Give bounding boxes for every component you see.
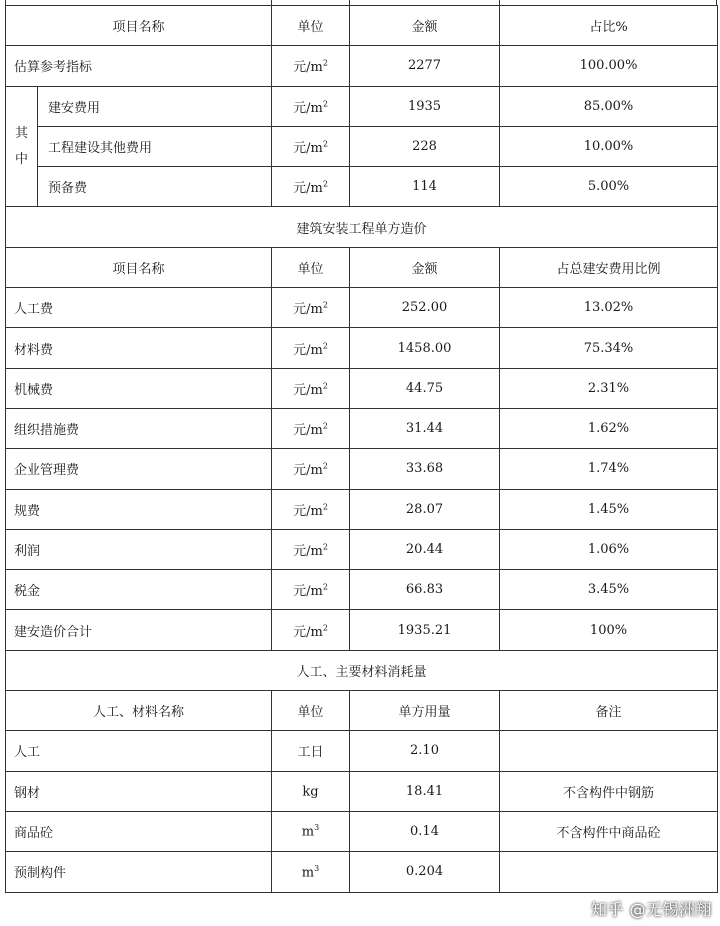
header-name: 人工、材料名称: [6, 691, 272, 731]
unit-text: 元/m: [293, 584, 323, 600]
unit-text: 工日: [297, 745, 324, 761]
row-amount: 1935: [350, 86, 500, 126]
unit-superscript: 2: [322, 341, 328, 351]
unit-text: 元/m: [293, 100, 323, 116]
table-row: [6, 368, 718, 408]
section-title: 人工、主要材料消耗量: [6, 650, 718, 690]
row-unit: [272, 570, 350, 610]
row-amount: 28.07: [350, 489, 500, 529]
row-name: 建安造价合计: [6, 610, 272, 650]
unit-text: m: [301, 824, 315, 840]
table-row: [6, 86, 718, 126]
row-amount: 228: [350, 126, 500, 166]
row-unit: [272, 328, 350, 368]
unit-text: m: [301, 865, 315, 881]
row-amount: 20.44: [350, 529, 500, 569]
row-ratio: 10.00%: [500, 126, 718, 166]
table-row: [6, 408, 718, 448]
section-title-row: [6, 650, 718, 690]
row-ratio: 1.06%: [500, 529, 718, 569]
table-row: [6, 731, 718, 771]
row-unit: [272, 852, 350, 892]
row-name: 钢材: [6, 771, 272, 811]
group-label-char: 其: [14, 125, 28, 141]
unit-superscript: 3: [314, 863, 320, 873]
row-name: 组织措施费: [6, 408, 272, 448]
table-header-row: [6, 691, 718, 731]
row-ratio: 1.74%: [500, 449, 718, 489]
unit-text: 元/m: [293, 60, 323, 76]
unit-superscript: 2: [322, 462, 328, 472]
row-name: 规费: [6, 489, 272, 529]
header-amount: 单方用量: [350, 691, 500, 731]
row-name: 机械费: [6, 368, 272, 408]
unit-text: 元/m: [293, 181, 323, 197]
table-row: [6, 852, 718, 892]
row-ratio: 75.34%: [500, 328, 718, 368]
unit-text: 元/m: [293, 544, 323, 559]
table-row: [6, 610, 718, 650]
unit-superscript: 2: [322, 300, 328, 310]
unit-superscript: 2: [322, 502, 328, 512]
row-name: 预备费: [38, 167, 272, 207]
row-name: 建安费用: [38, 86, 272, 126]
table-header-row: [6, 247, 718, 287]
table-row: [6, 811, 718, 851]
group-label: [6, 86, 38, 207]
row-unit: [272, 288, 350, 328]
table-row: [6, 328, 718, 368]
section-title: 建筑安装工程单方造价: [6, 207, 718, 247]
row-unit: [272, 126, 350, 166]
header-unit: 单位: [272, 691, 350, 731]
row-amount: 114: [350, 167, 500, 207]
unit-superscript: 2: [322, 139, 328, 149]
header-ratio: 备注: [500, 691, 718, 731]
table-row: [6, 126, 718, 166]
row-amount: 1458.00: [350, 328, 500, 368]
row-ratio: 5.00%: [500, 167, 718, 207]
row-name: 估算参考指标: [6, 46, 272, 86]
table-header-row: [6, 6, 718, 46]
row-name: 人工: [6, 731, 272, 771]
header-unit: 单位: [272, 6, 350, 46]
unit-text: 元/m: [293, 302, 323, 318]
row-ratio: 100%: [500, 610, 718, 650]
row-ratio: [500, 731, 718, 771]
row-unit: [272, 408, 350, 448]
table-row: [6, 449, 718, 489]
row-unit: [272, 86, 350, 126]
row-ratio: 13.02%: [500, 288, 718, 328]
unit-superscript: 2: [322, 99, 328, 109]
row-unit: [272, 46, 350, 86]
row-ratio: 2.31%: [500, 368, 718, 408]
table-row: [6, 771, 718, 811]
row-ratio: 85.00%: [500, 86, 718, 126]
unit-text: 元/m: [293, 503, 323, 519]
row-amount: 1935.21: [350, 610, 500, 650]
row-ratio: 1.45%: [500, 489, 718, 529]
row-unit: [272, 771, 350, 811]
row-unit: [272, 449, 350, 489]
header-amount: 金额: [350, 247, 500, 287]
table-row: [6, 288, 718, 328]
unit-superscript: 2: [322, 59, 328, 69]
header-ratio: 占比%: [500, 6, 718, 46]
unit-text: 元/m: [293, 342, 323, 358]
row-unit: [272, 529, 350, 569]
row-unit: [272, 610, 350, 650]
unit-superscript: 3: [314, 823, 320, 833]
row-ratio: 100.00%: [500, 46, 718, 86]
row-unit: [272, 731, 350, 771]
unit-superscript: 2: [322, 180, 328, 189]
row-amount: 0.14: [350, 811, 500, 851]
table-row: [6, 46, 718, 86]
row-unit: [272, 811, 350, 851]
unit-superscript: 2: [322, 381, 328, 391]
header-ratio: 占总建安费用比例: [500, 247, 718, 287]
unit-text: 元/m: [293, 624, 323, 640]
row-unit: [272, 368, 350, 408]
row-name: 预制构件: [6, 852, 272, 892]
row-amount: 44.75: [350, 368, 500, 408]
cost-estimate-table: [5, 5, 718, 893]
unit-text: 元/m: [293, 141, 323, 157]
row-name: 人工费: [6, 288, 272, 328]
row-name: 企业管理费: [6, 449, 272, 489]
row-ratio: 1.62%: [500, 408, 718, 448]
header-name: 项目名称: [6, 247, 272, 287]
row-amount: 66.83: [350, 570, 500, 610]
row-name: 商品砼: [6, 811, 272, 851]
row-amount: 0.204: [350, 852, 500, 892]
row-amount: 31.44: [350, 408, 500, 448]
group-label-char: 中: [14, 151, 28, 167]
section-title-row: [6, 207, 718, 247]
table-row: [6, 570, 718, 610]
table-row: [6, 167, 718, 207]
row-name: 税金: [6, 570, 272, 610]
unit-text: 元/m: [293, 423, 323, 439]
unit-superscript: 2: [322, 542, 328, 552]
row-unit: [272, 167, 350, 207]
unit-text: 元/m: [293, 463, 323, 479]
unit-text: kg: [302, 784, 319, 800]
header-amount: 金额: [350, 6, 500, 46]
unit-text: 元/m: [293, 382, 323, 398]
unit-superscript: 2: [322, 421, 328, 431]
row-name: 利润: [6, 529, 272, 569]
table-row: [6, 489, 718, 529]
row-amount: 252.00: [350, 288, 500, 328]
row-ratio: [500, 852, 718, 892]
watermark-text: 知乎 @无锡洲翔: [590, 900, 712, 919]
unit-superscript: 2: [322, 623, 328, 633]
row-ratio: 不含构件中商品砼: [500, 811, 718, 851]
table-row: [6, 529, 718, 569]
header-unit: 单位: [272, 247, 350, 287]
row-amount: 2277: [350, 46, 500, 86]
row-unit: [272, 489, 350, 529]
unit-superscript: 2: [322, 582, 328, 592]
row-name: 工程建设其他费用: [38, 126, 272, 166]
row-ratio: 3.45%: [500, 570, 718, 610]
row-amount: 2.10: [350, 731, 500, 771]
row-amount: 33.68: [350, 449, 500, 489]
row-ratio: 不含构件中钢筋: [500, 771, 718, 811]
header-name: 项目名称: [6, 6, 272, 46]
row-name: 材料费: [6, 328, 272, 368]
row-amount: 18.41: [350, 771, 500, 811]
